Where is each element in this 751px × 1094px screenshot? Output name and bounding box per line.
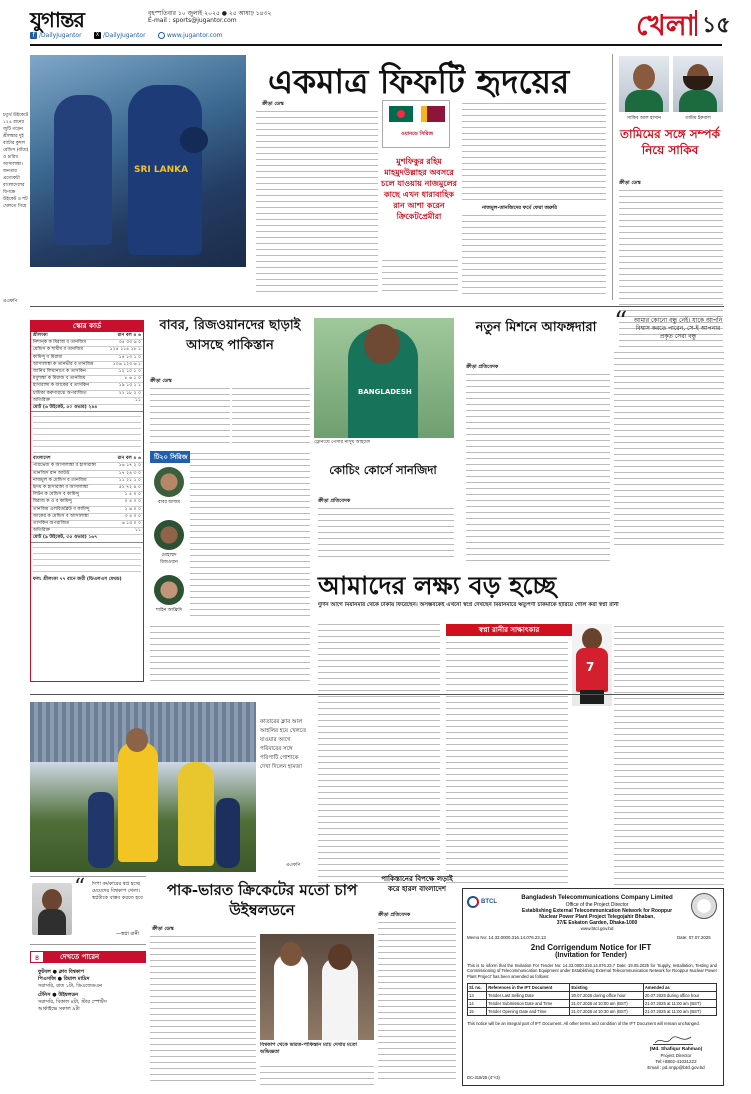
tender-project2: Nuclear Power Plant Project Telegojahir Bhaban, (539, 914, 655, 920)
batting-row (31, 471, 143, 478)
batter-figures: ৩ ৪ ০ ০ (124, 513, 141, 519)
tv-guide-header (30, 951, 146, 963)
sakib-quote-text: আমার কোনো বন্ধু নেই। যাকে আপনি বিশ্বাস করতে পারেন, সে-ই আপনার প্রকৃত সেরা বন্ধু (633, 317, 723, 340)
section-title: খেলা (636, 9, 695, 42)
batting-row (31, 383, 143, 390)
batter-name: জানিথ লিয়ানাগে ক তাসকিন (33, 369, 86, 375)
swapna-head (582, 628, 602, 650)
jersey-number: 7 (586, 660, 595, 674)
batter-name: অতিরিক্ত (33, 397, 51, 403)
pakistan-headline: বাবর, রিজওয়ানদের ছাড়াই আসছে পাকিস্তান (159, 318, 301, 353)
t20-badge: টি২০ সিরিজ (150, 451, 220, 463)
tender-table-cell: Tender Last Selling Date (487, 992, 570, 1000)
side-byline: ক্রীড়া প্রতিবেদক (378, 912, 411, 918)
btcl-logo: BTCL (467, 893, 501, 911)
newspaper-logo[interactable]: যুগান্তর (30, 7, 84, 32)
tender-table-cell: 21.07.2025 at 11:00 am (BST) (643, 1008, 716, 1016)
sakib-photo (619, 56, 669, 112)
quote-open-icon: “ (74, 875, 86, 900)
batter-name: তাসকিন অপরাজিত (33, 521, 70, 527)
scorecard (30, 320, 144, 682)
swapna-shorts (580, 690, 604, 704)
lead-sub-kicker: নাজমুল-তানজিদের ফর্মে ফেরা জরুরি (482, 205, 557, 211)
batter-figures: ৬ ১৩ ০ ০ (121, 521, 141, 527)
quote-icon: “ (614, 307, 628, 337)
series-badge (382, 100, 450, 148)
pakind-body-col2 (260, 1064, 374, 1086)
man-figure (118, 742, 158, 862)
batting-row (31, 463, 143, 470)
batter-figures: ১ ৬ ০ ০ (124, 506, 141, 512)
tv-line-6: আর্কাইভে সকাল ৯টা (38, 1006, 80, 1012)
child-figure-2 (216, 798, 240, 868)
batter-figures: ১৯ ১৩ ১ ১ (118, 383, 141, 389)
afghan-headline: নতুন মিশনে আফঙ্গদারা (475, 320, 597, 335)
srilanka-flag (421, 106, 445, 122)
batter-figures: ১১ (135, 397, 141, 403)
dipa-quote-text: দিপা কর্মকারের স্বপ্ন হচ্ছে মেয়েদের বিশ্বকাপ খেলা। স্বপ্নটাকে বাস্তব করতে হবে (92, 881, 143, 901)
tender-table-row (468, 992, 717, 1000)
tender-table-header: Sl. no. (468, 984, 487, 992)
tender-table-cell: Tender Opening Date and Time (487, 1008, 570, 1016)
lead-body-col4 (382, 258, 458, 296)
tender-phone: Tel:+8802-41031222 (655, 1059, 697, 1064)
bowling-team2 (33, 545, 141, 573)
batter-name: চামিকা করুণারত্নে অপরাজিত (33, 390, 87, 396)
tv-channel-badge: ৪ (30, 951, 44, 963)
batting-row (31, 499, 143, 506)
pakistan-body-col2 (232, 386, 310, 444)
scorecard-result: ফল: শ্রীলংকা ৭৭ রানে জয়ী (ডিএলএস মেথড) (33, 576, 122, 582)
website-link[interactable]: www.jugantor.com (158, 32, 223, 39)
batter-name: নাজমুল ক মেন্ডিস ব তানজিম (33, 477, 87, 483)
player-babar: বাবর আজম (152, 467, 186, 507)
player-b-head (328, 944, 352, 970)
tender-address: 37/E Eskaton Garden, Dhaka-1000 (556, 920, 638, 926)
player-b (322, 958, 358, 1040)
tv-line-3: সরাসরি, রাত ১টা, ডিএজেডএন (38, 983, 103, 989)
section-divider (695, 10, 697, 36)
batter-figures: ০ ৪ ০ ০ (124, 499, 141, 505)
pakistan-body-col4 (150, 624, 310, 682)
child-figure-1 (88, 792, 114, 868)
lead-photo (30, 55, 246, 267)
woman-figure (178, 762, 214, 866)
batting-row (31, 514, 143, 521)
tender-table (467, 983, 717, 1016)
tender-table-cell: 20.07.2025 during office hour (570, 992, 644, 1000)
batter-name: হাসারাঙ্গা ক জাকের ব তাসকিন (33, 383, 90, 389)
sakib-body-cont (614, 350, 724, 550)
batter-name: মধুশাঙ্কা ক মিরাজ ব তানজিম (33, 376, 86, 382)
afghan-byline: ক্রীড়া প্রতিবেদক (466, 364, 499, 370)
pakistan-body-col1 (150, 386, 230, 444)
tender-project1: Establishing External Telecommunication Network for Rooppur (521, 908, 673, 914)
sakib-story (612, 54, 724, 300)
tender-table-header: References in the IFT Document (487, 984, 570, 992)
x-icon: X (95, 32, 100, 38)
batting-row (31, 478, 143, 485)
batter-name: অতিরিক্ত (33, 528, 51, 534)
facebook-icon: f (30, 32, 37, 39)
batter-figures: ৫১ ৭২ ৪ ০ (118, 485, 141, 491)
page-number: ১৫ (702, 12, 731, 38)
tender-email[interactable]: Email : pd.nnpp@btcl.gov.bd (647, 1065, 705, 1070)
tender-table-cell: 14 (468, 1000, 487, 1008)
tender-subtitle: (Invitation for Tender) (555, 952, 627, 959)
tender-table-row (468, 1008, 717, 1016)
tv-line-4: টেনিস ● উইম্বলডন (38, 992, 79, 998)
sakib-headline: তামিমের সঙ্গে সম্পর্ক নিয়ে সাকিব (620, 127, 720, 157)
tv-line-2: পিএসজি ● রিয়াল মাদ্রিদ (38, 976, 90, 982)
afghan-body (466, 372, 610, 564)
goal-body-col3 (614, 624, 724, 888)
coach-headline: কোচিং কোর্সে সানজিদা (329, 463, 437, 477)
jersey-text: SRI LANKA (134, 165, 189, 175)
tv-guide-title: দেখতে পারেন (60, 953, 100, 961)
tender-memo: Memo No: 14.33.0000.316.14.076.23.13 (467, 935, 546, 940)
tender-table-cell: 20.07.2025 during office hour (643, 992, 716, 1000)
batter-figures: ১৬ ১৭ ২ ০ (118, 463, 141, 469)
bowling-team1 (33, 414, 141, 454)
bangladesh-flag (389, 106, 413, 122)
rule-h-2 (30, 694, 724, 695)
wimbledon-caption: বিশ্বকাপ থেকে ভারত-পাকিস্তান ম্যাচ দেখার মতো অভিজ্ঞতা (260, 1042, 357, 1055)
tender-table-cell: 21.07.2025 at 10:00 am (BST) (570, 1000, 644, 1008)
batter-figures: ৮ ৬ ১ ০ (124, 376, 141, 382)
tender-table-row (468, 1000, 717, 1008)
batter-figures: ১১ ২১ ১ ০ (118, 477, 141, 483)
lead-body-col2 (462, 101, 606, 201)
tv-guide (30, 944, 146, 1040)
masthead (0, 0, 751, 52)
tender-table-cell: 13 (468, 992, 487, 1000)
tender-table-cell: 15 (468, 1008, 487, 1016)
wimbledon-photo (260, 934, 374, 1040)
tender-dc: DC-318/25 (4"×3) (467, 1075, 500, 1080)
family-credit: এএফপি (286, 863, 301, 868)
batter-name: নিশান্ক ক মিরাজ ব তানজিম (33, 340, 87, 346)
lead-body-col3 (462, 213, 606, 297)
batter-name: কামিন্দু ব মিরাজ (33, 354, 63, 360)
tender-date: Date: 07.07.2025 (677, 935, 711, 940)
batting-row (31, 355, 143, 362)
pakind-body-col1 (150, 934, 256, 1084)
tender-signature (653, 1033, 693, 1045)
helmet (180, 127, 208, 153)
pakind-byline: ক্রীড়া ডেস্ক (152, 926, 174, 932)
batting-row (31, 391, 143, 398)
tv-line-5: সরাসরি, বিকাল ৪টা, স্টার স্পোর্টস (38, 999, 107, 1005)
tender-office: Office of the Project Director (565, 902, 629, 908)
tender-signer: (Md. Shafiqur Rahman) (649, 1047, 703, 1052)
interview-banner: স্বপ্না রানীর সাক্ষাৎকার (446, 624, 572, 636)
pakistan-body-col3 (190, 451, 310, 619)
social-x[interactable]: X /DailyJugantor (95, 32, 146, 39)
tv-line-1: ফুটবল ● ক্লাব বিশ্বকাপ (38, 969, 85, 975)
batter-name: তানজিদ রান আউট (33, 470, 70, 476)
batter-figures: ১৪ ১৩ ১ ০ (118, 354, 141, 360)
batter-name: লিটন ক মেন্ডিস ব কামিন্দু (33, 492, 80, 498)
scorecard-team2: বাংলাদেশ রান বল ৪ ৬ পারভেজ ক আসালাঙ্কা ব হাসারাঙ্গা ১৬ ১৭ ২ ০ তানজিদ রান আউট ১৭ ২৪ ৩ ০ নাজমুল ক মেন্ডিস ব তানজিম ১১ ২১ ১ ০ হৃদয় ক হাসারাঙ্গা ব আসালাঙ্কা ৫১ ৭২ ৪ ০ লিটন ক মেন্ডিস ব কামিন্দু ১ ৫ ০ ০ মিরাজ ক ও ব কামিন্দু ০ ৪ ০ ০ তানজিম এলবিডব্লিউ ব কামিন্দু ১ ৬ ০ ০ জাকের ক মেন্ডিস ব আসালাঙ্কা ৩ ৪ ০ ০ তাসকিন অপরাজিত ৬ ১৩ ০ ০ অতিরিক্ত ১১ মোট (৯ উইকেট, ৩৫ ওভার) ১৬৭ (31, 456, 143, 542)
batter-figures: ৩৫ ৩৩ ৬ ০ (118, 340, 141, 346)
dipa-photo (32, 883, 72, 935)
side-body (378, 920, 456, 1084)
tender-notice (462, 888, 724, 1086)
team1-total: মোট (৬ উইকেট, ৫০ ওভার) ২৪৪ (31, 405, 143, 412)
goal-headline: আমাদের লক্ষ্য বড় হচ্ছে (318, 571, 557, 600)
goal-body-col2 (446, 640, 568, 888)
lead-photo-caption: চতুর্থ উইকেটে ১২৪ রানের জুটি গড়েন শ্রীলঙ্কার দুই ব্যাটার কুশল মেন্ডিস (বাঁয়ে) ও চারিথ আসালাঙ্কা। জনতার প্রত্যেকটা বাংলাদেশের বিপক্ষে উইকেট ও শট খেলতে গিয়ে (3, 113, 29, 209)
signature-scribble (653, 1034, 693, 1046)
player-a (274, 954, 308, 1040)
goal-body-col1 (318, 622, 440, 888)
batter-figures: ২২ ১৮ ২ ০ (118, 390, 141, 396)
lead-body-col1 (256, 109, 378, 297)
batter-name: তানজিম এলবিডব্লিউ ব কামিন্দু (33, 506, 90, 512)
batting-row (31, 362, 143, 369)
social-facebook[interactable]: f /DailyJugantor (30, 32, 82, 39)
batter-name: পারভেজ ক আসালাঙ্কা ব হাসারাঙ্গা (33, 463, 97, 469)
tamim-photo (673, 56, 723, 112)
dipa-quote-author: —স্বপ্না রানী (116, 931, 139, 937)
masthead-email: E-mail : sports@jugantor.com (148, 17, 237, 24)
scorecard-team1: শ্রীলংকা রান বল ৪ ৬ নিশান্ক ক মিরাজ ব তানজিম ৩৫ ৩৩ ৬ ০ মেন্ডিস ক শামীম ব তানজিম ১২৪ ১১৪ ১৮ ১ কামিন্দু ব মিরাজ ১৪ ১৩ ১ ০ আসালাঙ্কা ক তানভীর ব তানজিম ১০৬ ১২৩ ৬ ১ জানিথ লিয়ানাগে ক তাসকিন ১২ ১০ ১ ০ মধুশাঙ্কা ক মিরাজ ব তানজিম ৮ ৬ ১ ০ হাসারাঙ্গা ক জাকের ব তাসকিন ১৯ ১৩ ১ ১ চামিকা করুণারত্নে অপরাজিত ২২ ১৮ ২ ০ অতিরিক্ত ১১ মোট (৬ উইকেট, ৫০ ওভার) ২৪৪ (31, 333, 143, 412)
nasum-head (364, 324, 400, 364)
tender-table-header: Amended as (643, 984, 716, 992)
goal-lede: দুর্দিন আগে মিয়ানমার থেকে ঢাকায় ফিরেছেন। অসম্ভবকেই এখনো স্বপ্নে দেখছেন মিয়ানমারে ঋতুপর্ণা চাকমাকে হারিয়ে গোল করা স্বপ্না রানী (318, 602, 619, 608)
player-shaheen: শাহিন আফ্রিদি (152, 575, 186, 615)
rizwan-photo (154, 520, 184, 550)
player-a-head (280, 942, 302, 966)
player-left (54, 95, 112, 245)
scorecard-title: স্কোর কার্ড (31, 321, 143, 332)
tender-note: This notice will be an integral part of IFT Document. All other terms and condition of the IFT Document will remain unchanged. (467, 1021, 700, 1026)
nasum-photo (314, 318, 454, 438)
side-headline: পাকিস্তানের বিপক্ষে লড়াই করে হারল বাংলাদেশ (381, 874, 453, 893)
batter-name: মেন্ডিস ক শামীম ব তানজিম (33, 347, 84, 353)
team2-total: মোট (৯ উইকেট, ৩৫ ওভার) ১৬৭ (31, 535, 143, 542)
series-badge-label: ওয়ানডে সিরিজ (401, 131, 433, 137)
tender-website[interactable]: www.btcl.gov.bd (580, 926, 614, 931)
dipa-quote-box (30, 876, 146, 940)
rule-h-1 (30, 306, 724, 307)
batter-name: মিরাজ ক ও ব কামিন্দু (33, 499, 72, 505)
tamim-name: তামিম ইকবাল (685, 116, 711, 121)
batter-figures: ১১ (135, 528, 141, 534)
family-caption: কাতারের ক্লাব আল আহলির হয়ে খেলতে যাওয়ার আগে পরিবারের সঙ্গে পরিপাটি পোশাকে দেখা দিলেন হামজা (260, 719, 307, 770)
batting-row (31, 398, 143, 405)
nasum-caption: ট্রেনিংয়ে পেসার নাসুম আহমেদ (314, 440, 371, 445)
batter-figures: ১ ৫ ০ ০ (124, 492, 141, 498)
man-head (126, 728, 148, 752)
govt-seal (691, 893, 717, 919)
shaheen-photo (154, 575, 184, 605)
batter-figures: ১২ ১০ ১ ০ (118, 369, 141, 375)
masthead-rule (30, 44, 722, 46)
coach-body (318, 506, 454, 562)
tender-body: This is to inform that the Invitation For Tender No: 14.33.0000.316.14.076.23.7 Date: 19.05.2025 for 'Supply, Installation, Testing and Commissioning of Telecommunication Equipment under Establishing External Telecommunication Network for Rooppur Nuclear Power Plant Project' has been amended as follows: (467, 963, 717, 979)
coach-byline: ক্রীড়া প্রতিবেদক (318, 498, 351, 504)
tender-org: Bangladesh Telecommunications Company Limited (521, 894, 673, 901)
tender-table-cell: 21.07.2025 at 11:00 am (BST) (643, 1000, 716, 1008)
sakib-name: সাকিব আল হাসান (626, 116, 661, 121)
lead-headline: একমাত্র ফিফটি হৃদয়ের (268, 62, 570, 101)
pakind-headline: পাক-ভারত ক্রিকেটের মতো চাপ উইম্বলডনে (166, 881, 358, 919)
family-photo (30, 702, 256, 872)
babar-photo (154, 467, 184, 497)
batter-name: হৃদয় ক হাসারাঙ্গা ব আসালাঙ্কা (33, 485, 89, 491)
tender-table-header: Existing (570, 984, 644, 992)
lead-pull-quote: মুশফিকুর রহিম মাহমুদউল্লাহর অবসরে চলে যাওয়ায় নাজমুলের কাছে এখন ধারাবাহিক রান আশা করেন ক্রিকেটপ্রেমীরা (381, 156, 457, 221)
jersey-bangladesh: BANGLADESH (358, 388, 412, 396)
lead-byline: ক্রীড়া ডেস্ক (262, 101, 284, 107)
lead-photo-credit: এএফপি (3, 299, 18, 304)
pakistan-byline: ক্রীড়া ডেস্ক (150, 378, 172, 384)
masthead-date: বৃহস্পতিবার ১০ জুলাই ২০২৫ ● ২৫ আষাঢ় ১৪৩২ (148, 10, 272, 17)
batter-figures: ১৭ ২৪ ৩ ০ (118, 470, 141, 476)
batting-row (31, 347, 143, 354)
batting-row (31, 507, 143, 514)
tender-table-cell: 21.07.2025 at 10:30 am (BST) (570, 1008, 644, 1016)
batter-figures: ১০৬ ১২৩ ৬ ১ (112, 361, 141, 367)
player-rizwan: মোহাম্মদ রিজওয়ান (152, 520, 186, 560)
tender-title: 2nd Corrigendum Notice for IFT (530, 943, 652, 952)
tender-signer-title: Project Director (660, 1053, 692, 1058)
btcl-logo-mark (467, 896, 479, 908)
globe-icon (158, 32, 165, 39)
batter-name: জাকের ক মেন্ডিস ব আসালাঙ্কা (33, 513, 89, 519)
tender-table-cell: Tender Submission Date and Time (487, 1000, 570, 1008)
batter-name: আসালাঙ্কা ক তানভীর ব তানজিম (33, 361, 94, 367)
batter-figures: ১২৪ ১১৪ ১৮ ১ (109, 347, 141, 353)
sakib-quote-box (614, 307, 724, 347)
sakib-byline: ক্রীড়া ডেস্ক (619, 180, 641, 186)
